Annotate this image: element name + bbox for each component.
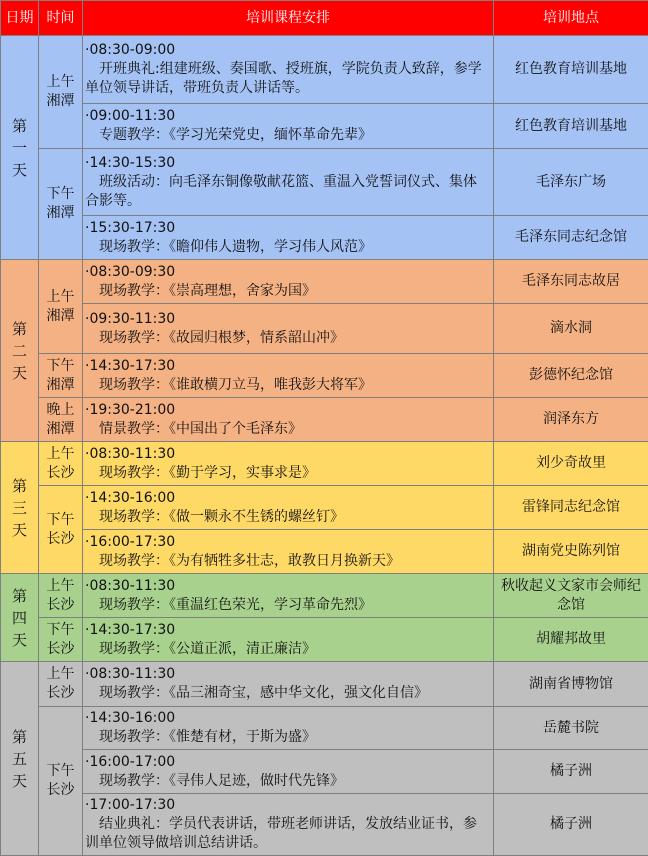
course-cell [83,574,494,618]
course-desc: 现场教学：《公道正派，清正廉洁》 [85,640,490,659]
course-cell [83,260,494,304]
location-cell: 毛泽东同志故居 [494,260,648,304]
course-cell [83,662,494,707]
course-desc: 现场教学：《谁敢横刀立马，唯我彭大将军》 [85,376,490,395]
location-cell: 橘子洲 [494,750,648,794]
table-row [1,574,648,618]
course-desc: 现场教学：《勤于学习，实事求是》 [85,464,490,483]
slot-cell: 上午 湘潭 [39,260,83,354]
day-cell: 第 五 天 [1,662,39,856]
table-row [1,398,648,442]
location-cell: 毛泽东同志纪念馆 [494,216,648,260]
slot-cell: 下午 长沙 [39,707,83,856]
course-desc: 现场教学：《做一颗永不生锈的螺丝钉》 [85,508,490,527]
table-row [1,662,648,707]
location-cell: 岳麓书院 [494,707,648,750]
course-cell [83,36,494,104]
course-cell [83,530,494,574]
day-cell: 第 四 天 [1,574,39,662]
location-cell: 红色教育培训基地 [494,104,648,149]
location-cell: 秋收起义文家市会师纪念馆 [494,574,648,618]
table-row [1,442,648,486]
course-desc: 开班典礼:组建班级、奏国歌、授班旗，学院负责人致辞，参学单位领导讲话，带班负责人讲话等。 [85,60,490,98]
course-time: ·09:00-11:30 [85,107,490,126]
course-desc: 情景教学：《中国出了个毛泽东》 [85,420,490,439]
day-cell: 第 一 天 [1,36,39,260]
location-cell: 红色教育培训基地 [494,36,648,104]
course-cell [83,442,494,486]
day-cell: 第 二 天 [1,260,39,442]
course-cell [83,354,494,398]
course-desc: 现场教学：《故园归根梦，情系韶山冲》 [85,329,490,348]
course-time: ·14:30-17:30 [85,621,490,640]
course-desc: 现场教学：《品三湘奇宝，感中华文化，强文化自信》 [85,684,490,703]
course-desc: 现场教学：《为有牺牲多壮志，敢教日月换新天》 [85,552,490,571]
course-time: ·08:30-11:30 [85,577,490,596]
course-cell [83,104,494,149]
course-cell [83,794,494,856]
table-row [1,36,648,104]
header-date: 日期 [1,1,39,36]
course-time: ·09:30-11:30 [85,310,490,329]
location-cell: 刘少奇故里 [494,442,648,486]
course-time: ·14:30-15:30 [85,154,490,173]
course-cell [83,750,494,794]
course-desc: 现场教学：《寻伟人足迹，做时代先锋》 [85,772,490,791]
slot-cell: 上午 长沙 [39,574,83,618]
slot-cell: 晚上 湘潭 [39,398,83,442]
header-row [1,1,648,36]
slot-cell: 上午 长沙 [39,662,83,707]
slot-cell: 上午 湘潭 [39,36,83,149]
slot-cell: 下午 长沙 [39,618,83,662]
table-row [1,216,648,260]
location-cell: 润泽东方 [494,398,648,442]
course-desc: 现场教学：《重温红色荣光，学习革命先烈》 [85,596,490,615]
course-cell [83,149,494,216]
course-time: ·08:30-09:00 [85,41,490,60]
day-cell: 第 三 天 [1,442,39,574]
course-cell [83,216,494,260]
table-row [1,149,648,216]
table-row [1,707,648,750]
table-row [1,304,648,354]
course-time: ·08:30-09:30 [85,263,490,282]
course-cell [83,304,494,354]
course-cell [83,486,494,530]
table-row [1,530,648,574]
location-cell: 滴水洞 [494,304,648,354]
table-row [1,794,648,856]
location-cell: 橘子洲 [494,794,648,856]
slot-cell: 下午 长沙 [39,486,83,574]
course-desc: 结业典礼：学员代表讲话，带班老师讲话，发放结业证书，参训单位领导做培训总结讲话。 [85,815,490,853]
location-cell: 湖南党史陈列馆 [494,530,648,574]
location-cell: 雷锋同志纪念馆 [494,486,648,530]
table-row [1,750,648,794]
location-cell: 湖南省博物馆 [494,662,648,707]
course-time: ·14:30-16:00 [85,489,490,508]
slot-cell: 下午 湘潭 [39,354,83,398]
course-time: ·08:30-11:30 [85,665,490,684]
course-desc: 班级活动：向毛泽东铜像敬献花篮、重温入党誓词仪式、集体合影等。 [85,173,490,211]
table-row [1,104,648,149]
table-row [1,618,648,662]
course-time: ·15:30-17:30 [85,219,490,238]
course-time: ·14:30-16:00 [85,709,490,728]
course-cell [83,618,494,662]
course-time: ·16:00-17:30 [85,533,490,552]
course-desc: 专题教学：《学习光荣党史，缅怀革命先辈》 [85,126,490,145]
course-desc: 现场教学：《惟楚有材，于斯为盛》 [85,728,490,747]
course-desc: 现场教学：《瞻仰伟人遗物，学习伟人风范》 [85,238,490,257]
course-cell [83,707,494,750]
slot-cell: 上午 长沙 [39,442,83,486]
location-cell: 彭德怀纪念馆 [494,354,648,398]
course-cell [83,398,494,442]
course-time: ·14:30-17:30 [85,357,490,376]
header-time: 时间 [39,1,83,36]
table-row [1,486,648,530]
header-course: 培训课程安排 [83,1,494,36]
table-row [1,354,648,398]
location-cell: 胡耀邦故里 [494,618,648,662]
course-time: ·17:00-17:30 [85,796,490,815]
header-location: 培训地点 [494,1,648,36]
table-row [1,260,648,304]
slot-cell: 下午 湘潭 [39,149,83,260]
course-desc: 现场教学：《崇高理想，舍家为国》 [85,282,490,301]
course-time: ·08:30-11:30 [85,445,490,464]
course-time: ·16:00-17:00 [85,753,490,772]
location-cell: 毛泽东广场 [494,149,648,216]
course-time: ·19:30-21:00 [85,401,490,420]
